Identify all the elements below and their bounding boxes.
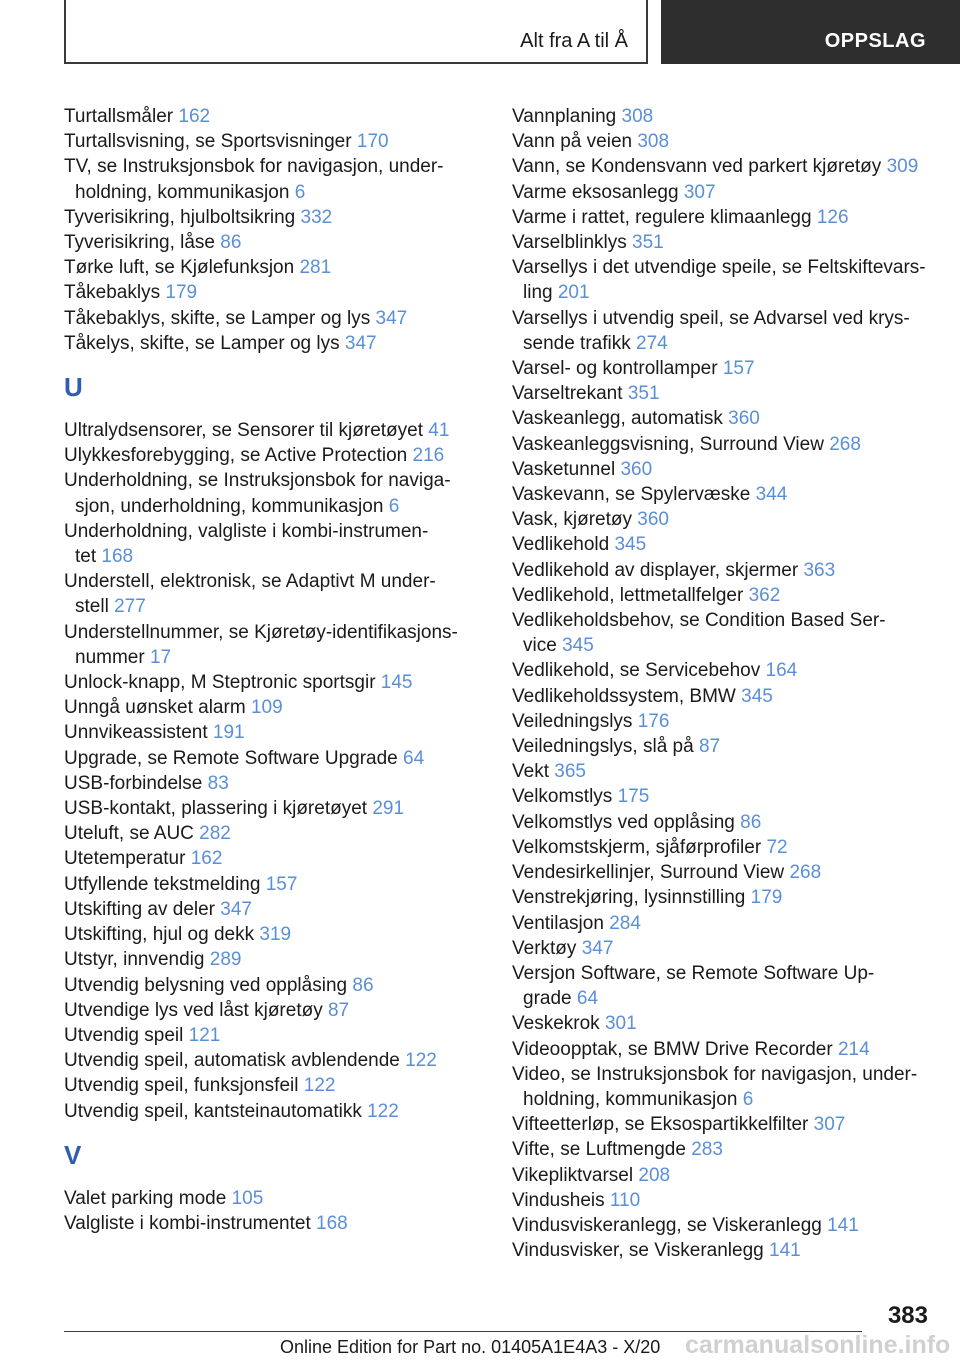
entry-text: Varselblinklys <box>512 232 627 254</box>
index-entry <box>64 230 474 255</box>
page-link[interactable]: 363 <box>803 559 836 581</box>
page-link[interactable]: 41 <box>428 420 450 442</box>
page-link[interactable]: 345 <box>741 685 773 707</box>
index-entry <box>512 532 932 557</box>
page-link[interactable]: 282 <box>199 823 231 845</box>
page-link[interactable]: 360 <box>728 408 760 430</box>
index-entry <box>512 961 932 1011</box>
entry-text: Vaskeanlegg, automatisk <box>512 408 723 430</box>
entry-text: sjon, underholdning, kommunikasjon <box>75 495 384 517</box>
index-entry <box>512 1062 932 1112</box>
entry-text: Utskifting av deler <box>64 898 216 920</box>
page-link[interactable]: 141 <box>769 1240 801 1262</box>
index-entry <box>64 973 474 998</box>
index-entry <box>64 695 474 720</box>
page-link[interactable]: 208 <box>638 1164 671 1186</box>
entry-text: Vann, se Kondensvann ved parkert kjøretøy <box>512 156 882 178</box>
entry-text: Vindusheis <box>512 1189 605 1211</box>
page-link[interactable]: 319 <box>259 924 292 946</box>
entry-text: Ventilasjon <box>512 912 604 934</box>
page-link[interactable]: 170 <box>356 131 389 153</box>
index-entry <box>512 230 932 255</box>
entry-text: Vikepliktvarsel <box>512 1164 634 1186</box>
page-link[interactable]: 281 <box>299 257 332 279</box>
page-link[interactable]: 6 <box>294 181 306 203</box>
entry-text: Ulykkesforebygging, se Active Protection <box>64 445 408 467</box>
index-entry <box>64 104 474 129</box>
entry-text: Varsellys i utvendig speil, se Advarsel ved krys- <box>512 307 910 329</box>
entry-text: Tyverisikring, låse <box>64 232 215 254</box>
index-entry <box>64 418 474 443</box>
index-entry <box>64 720 474 745</box>
watermark: carmanualsonline.info <box>685 1331 951 1359</box>
header-tag: OPPSLAG <box>824 30 926 52</box>
entry-text: holdning, kommunikasjon <box>523 1088 738 1110</box>
page-link[interactable]: 308 <box>621 106 654 127</box>
index-entry <box>64 205 474 230</box>
entry-text: Unnvikeassistent <box>64 722 208 744</box>
page-link[interactable]: 274 <box>636 332 668 354</box>
index-entry <box>512 104 932 129</box>
entry-text: Varseltrekant <box>512 383 623 405</box>
page-link[interactable]: 332 <box>300 206 333 228</box>
entry-text: Vindusvisker, se Viskeranlegg <box>512 1240 764 1262</box>
entry-text: Unlock-knapp, M Steptronic sportsgir <box>64 672 376 694</box>
entry-text: Vifteetterløp, se Eksospartikkelfilter <box>512 1114 809 1136</box>
page-link[interactable]: 86 <box>740 811 762 833</box>
entry-text: Tørke luft, se Kjølefunksjon <box>64 257 295 279</box>
index-entry <box>64 1186 474 1211</box>
index-entry <box>64 255 474 280</box>
entry-text: Utvendig speil, automatisk avblendende <box>64 1050 400 1072</box>
index-entry <box>512 457 932 482</box>
page-link[interactable]: 110 <box>609 1189 641 1211</box>
page-link[interactable]: 351 <box>627 383 660 405</box>
index-entry <box>64 1048 474 1073</box>
index-entry <box>512 608 932 658</box>
entry-text: Tåkebaklys, skifte, se Lamper og lys <box>64 307 371 329</box>
index-entry <box>512 1112 932 1137</box>
page-link[interactable]: 122 <box>405 1050 437 1072</box>
index-entry <box>64 846 474 871</box>
entry-text: vice <box>523 635 557 657</box>
page-link[interactable]: 122 <box>367 1100 399 1122</box>
page-link[interactable]: 289 <box>209 949 242 971</box>
entry-text: Varme eksosanlegg <box>512 181 679 203</box>
index-entry <box>64 306 474 331</box>
entry-text: Veskekrok <box>512 1013 600 1035</box>
index-entry <box>512 1163 932 1188</box>
entry-text: Video, se Instruksjonsbok for navigasjon, under- <box>512 1063 918 1085</box>
index-entry <box>512 734 932 759</box>
index-entry <box>64 331 474 356</box>
index-entry <box>512 658 932 683</box>
entry-text: tet <box>75 546 97 568</box>
page-link[interactable]: 347 <box>220 898 252 920</box>
page-link[interactable]: 201 <box>557 282 590 304</box>
page-link[interactable]: 268 <box>789 862 822 884</box>
entry-text: Underholdning, se Instruksjonsbok for naviga- <box>64 470 451 492</box>
page-link[interactable]: 64 <box>576 988 599 1010</box>
page-link[interactable]: 360 <box>637 509 669 531</box>
index-entry <box>512 1037 932 1062</box>
index-entry <box>512 558 932 583</box>
index-entry <box>64 670 474 695</box>
entry-text: Tåkelys, skifte, se Lamper og lys <box>64 332 340 354</box>
page-link[interactable]: 83 <box>207 772 229 794</box>
page-link[interactable]: 157 <box>722 358 755 380</box>
entry-text: Verktøy <box>512 937 577 959</box>
page-link[interactable]: 308 <box>637 131 670 153</box>
page-link[interactable]: 365 <box>554 761 586 783</box>
entry-text: USB-forbindelse <box>64 772 203 794</box>
page-link[interactable]: 141 <box>827 1214 859 1236</box>
entry-text: Vedlikehold av displayer, skjermer <box>512 559 799 581</box>
page-link[interactable]: 168 <box>101 546 134 568</box>
index-entry <box>512 129 932 154</box>
index-entry <box>512 356 932 381</box>
page-link[interactable]: 87 <box>327 999 350 1021</box>
footer-edition: Online Edition for Part no. 01405A1E4A3 - X/20 <box>280 1337 661 1357</box>
page-link[interactable]: 87 <box>698 736 721 758</box>
entry-text: Varsellys i det utvendige speile, se Feltskiftevars- <box>512 257 926 279</box>
page-link[interactable]: 216 <box>412 445 445 467</box>
entry-text: Tåkebaklys <box>64 282 161 304</box>
page-link[interactable]: 268 <box>829 433 861 455</box>
entry-text: Vann på veien <box>512 131 633 153</box>
entry-text: Uteluft, se AUC <box>64 823 194 845</box>
page-link[interactable]: 360 <box>620 458 653 480</box>
page-number: 383 <box>887 1302 928 1329</box>
index-entry <box>64 821 474 846</box>
entry-text: Utskifting, hjul og dekk <box>64 924 255 946</box>
entry-text: Utvendig speil, funksjonsfeil <box>64 1075 299 1097</box>
entry-text: Turtallsvisning, se Sportsvisninger <box>64 131 352 153</box>
entry-text: Vekt <box>512 761 549 783</box>
section-title: Alt fra A til Å <box>520 30 628 52</box>
page-link[interactable]: 284 <box>609 912 641 934</box>
entry-text: Valet parking mode <box>64 1187 227 1209</box>
entry-text: Velkomstlys ved opplåsing <box>512 811 735 833</box>
entry-text: Turtallsmåler <box>64 106 174 127</box>
index-entry <box>512 205 932 230</box>
entry-text: Vaskeanleggsvisning, Surround View <box>512 433 824 455</box>
page-link[interactable]: 6 <box>742 1088 754 1110</box>
page-link[interactable]: 277 <box>114 596 146 618</box>
index-entry <box>512 406 932 431</box>
index-entry <box>64 947 474 972</box>
index-entry <box>512 306 932 356</box>
index-column-left <box>64 104 474 1236</box>
header-section-box <box>64 0 648 64</box>
entry-text: Understell, elektronisk, se Adaptivt M under- <box>64 571 436 593</box>
index-entry <box>64 1023 474 1048</box>
page-link[interactable]: 6 <box>388 495 400 517</box>
page-link[interactable]: 126 <box>816 206 849 228</box>
index-entry <box>64 519 474 569</box>
index-entry <box>512 759 932 784</box>
entry-text: Unngå uønsket alarm <box>64 697 246 719</box>
entry-text: Vasketunnel <box>512 458 616 480</box>
page-link[interactable]: 157 <box>265 873 298 895</box>
entry-list-v <box>64 1186 474 1236</box>
page-link[interactable]: 121 <box>188 1024 221 1046</box>
entry-text: Varsel- og kontrollamper <box>512 358 718 380</box>
entry-text: Velkomstskjerm, sjåførprofiler <box>512 836 762 858</box>
entry-text: Vendesirkellinjer, Surround View <box>512 862 785 884</box>
index-entry <box>512 154 932 179</box>
page-link[interactable]: 122 <box>303 1075 336 1097</box>
entry-text: Videoopptak, se BMW Drive Recorder <box>512 1038 833 1060</box>
page-link[interactable]: 291 <box>372 798 405 820</box>
index-entry <box>512 1137 932 1162</box>
index-entry <box>512 1188 932 1213</box>
entry-list-t <box>64 104 474 356</box>
page-link[interactable]: 86 <box>352 974 374 996</box>
entry-text: Vedlikehold, se Servicebehov <box>512 660 761 682</box>
index-letter-v: V <box>64 1139 82 1170</box>
index-entry <box>512 684 932 709</box>
index-entry <box>64 872 474 897</box>
entry-text: Utvendige lys ved låst kjøretøy <box>64 999 323 1021</box>
entry-text: Venstrekjøring, lysinnstilling <box>512 887 746 909</box>
page-link[interactable]: 162 <box>190 848 223 870</box>
page-link[interactable]: 72 <box>766 836 788 858</box>
entry-text: Vindusviskeranlegg, se Viskeranlegg <box>512 1214 822 1236</box>
entry-text: Ultralydsensorer, se Sensorer til kjøretøyet <box>64 420 424 442</box>
index-entry <box>512 835 932 860</box>
entry-text: Vedlikehold, lettmetallfelger <box>512 584 744 606</box>
index-entry <box>64 280 474 305</box>
entry-text: Vedlikeholdssystem, BMW <box>512 685 736 707</box>
index-letter-u: U <box>64 372 83 403</box>
index-entry <box>64 1099 474 1124</box>
page-link[interactable]: 283 <box>691 1139 723 1161</box>
page-link[interactable]: 347 <box>344 332 377 354</box>
index-entry <box>512 1238 932 1263</box>
entry-text: Valgliste i kombi-instrumentet <box>64 1212 311 1234</box>
page-link[interactable]: 191 <box>212 722 245 744</box>
page-link[interactable]: 168 <box>316 1212 348 1234</box>
index-column-right <box>512 104 932 1263</box>
index-entry <box>64 746 474 771</box>
entry-text: Vannplaning <box>512 106 617 127</box>
index-entry <box>64 1211 474 1236</box>
entry-text: holdning, kommunikasjon <box>75 181 290 203</box>
page-link[interactable]: 179 <box>750 887 783 909</box>
page-link[interactable]: 64 <box>403 747 425 769</box>
entry-text: Utvendig speil <box>64 1024 184 1046</box>
entry-text: Utvendig belysning ved opplåsing <box>64 974 348 996</box>
entry-text: Vedlikeholdsbehov, se Condition Based Ser- <box>512 610 886 632</box>
page-link[interactable]: 145 <box>380 672 413 694</box>
index-entry <box>64 771 474 796</box>
entry-text: Velkomstlys <box>512 786 613 808</box>
entry-text: Veiledningslys, slå på <box>512 736 694 758</box>
page-link[interactable]: 309 <box>886 156 919 178</box>
entry-text: stell <box>75 596 109 618</box>
index-entry <box>512 885 932 910</box>
index-entry <box>512 936 932 961</box>
page-link[interactable]: 362 <box>748 584 781 606</box>
page-link[interactable]: 17 <box>149 646 172 668</box>
index-entry <box>512 1011 932 1036</box>
index-entry <box>64 620 474 670</box>
entry-text: Veiledningslys <box>512 710 633 732</box>
page-link[interactable]: 175 <box>617 786 650 808</box>
entry-text: Vask, kjøretøy <box>512 509 632 531</box>
entry-text: Understellnummer, se Kjøretøy-identifikasjons- <box>64 621 458 643</box>
entry-text: Tyverisikring, hjulboltsikring <box>64 206 296 228</box>
index-entry <box>512 255 932 305</box>
index-entry <box>512 583 932 608</box>
page-link[interactable]: 351 <box>632 232 664 254</box>
page-link[interactable]: 179 <box>165 282 198 304</box>
entry-list-right <box>512 104 932 1263</box>
entry-text: Varme i rattet, regulere klimaanlegg <box>512 206 812 228</box>
entry-text: Vaskevann, se Spylervæske <box>512 484 751 506</box>
page-link[interactable]: 307 <box>813 1114 846 1136</box>
entry-text: Utvendig speil, kantsteinautomatikk <box>64 1100 362 1122</box>
page-link[interactable]: 164 <box>765 660 798 682</box>
index-entry <box>512 180 932 205</box>
index-entry <box>512 482 932 507</box>
page-link[interactable]: 109 <box>250 697 283 719</box>
page-link[interactable]: 214 <box>837 1038 870 1060</box>
index-entry <box>64 569 474 619</box>
entry-text: Vifte, se Luftmengde <box>512 1139 686 1161</box>
entry-text: Underholdning, valgliste i kombi-instrumen- <box>64 520 429 542</box>
index-entry <box>512 784 932 809</box>
page-link[interactable]: 307 <box>683 181 716 203</box>
entry-text: nummer <box>75 646 145 668</box>
index-entry <box>64 154 474 204</box>
page-link[interactable]: 347 <box>375 307 408 329</box>
index-entry <box>64 922 474 947</box>
entry-text: Utstyr, innvendig <box>64 949 205 971</box>
page-link[interactable]: 301 <box>604 1013 637 1035</box>
entry-text: Vedlikehold <box>512 534 610 556</box>
page-link[interactable]: 345 <box>614 534 647 556</box>
entry-text: ling <box>523 282 553 304</box>
index-entry <box>512 860 932 885</box>
page-link[interactable]: 105 <box>231 1187 264 1209</box>
entry-text: USB-kontakt, plassering i kjøretøyet <box>64 798 368 820</box>
page-link[interactable]: 347 <box>581 937 614 959</box>
entry-text: TV, se Instruksjonsbok for navigasjon, under- <box>64 156 444 178</box>
entry-text: sende trafikk <box>523 332 631 354</box>
index-entry <box>512 810 932 835</box>
index-entry <box>512 1213 932 1238</box>
entry-text: Utfyllende tekstmelding <box>64 873 261 895</box>
entry-text: Upgrade, se Remote Software Upgrade <box>64 747 398 769</box>
entry-list-u <box>64 418 474 1124</box>
index-entry <box>64 796 474 821</box>
index-entry <box>64 897 474 922</box>
index-entry <box>512 507 932 532</box>
index-entry <box>512 432 932 457</box>
entry-text: grade <box>523 988 572 1010</box>
index-entry <box>512 381 932 406</box>
index-entry <box>64 443 474 468</box>
entry-text: Versjon Software, se Remote Software Up- <box>512 962 875 984</box>
page-link[interactable]: 344 <box>755 484 788 506</box>
page-link[interactable]: 345 <box>562 635 594 657</box>
header-tab <box>661 0 960 64</box>
index-entry <box>64 1073 474 1098</box>
page-link[interactable]: 162 <box>178 106 211 127</box>
page-link[interactable]: 176 <box>637 710 670 732</box>
index-entry <box>512 911 932 936</box>
index-entry <box>64 129 474 154</box>
index-entry <box>64 468 474 518</box>
entry-text: Utetemperatur <box>64 848 186 870</box>
index-entry <box>64 998 474 1023</box>
index-entry <box>512 709 932 734</box>
page-link[interactable]: 86 <box>220 232 242 254</box>
